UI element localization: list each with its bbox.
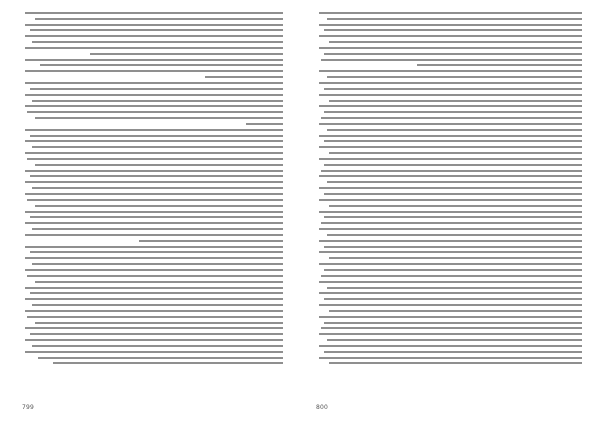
text-line	[329, 41, 582, 43]
text-line	[25, 152, 283, 154]
text-line	[324, 246, 582, 248]
text-line	[319, 82, 582, 84]
text-line	[25, 246, 283, 248]
text-line	[25, 298, 283, 300]
text-line	[324, 53, 582, 55]
text-line	[25, 181, 283, 183]
text-line	[30, 29, 283, 31]
text-line	[324, 164, 582, 166]
text-line	[329, 100, 582, 102]
text-line	[25, 170, 283, 172]
text-line	[27, 111, 283, 113]
text-line	[321, 275, 582, 277]
text-line	[329, 362, 582, 364]
text-line	[30, 135, 283, 137]
right-page-number: 800	[316, 404, 329, 411]
text-line	[324, 140, 582, 142]
text-line	[25, 129, 283, 131]
text-line	[25, 339, 283, 341]
text-line	[319, 304, 582, 306]
text-line	[324, 193, 582, 195]
text-line	[319, 105, 582, 107]
text-line	[319, 199, 582, 201]
text-line	[40, 64, 283, 66]
text-line	[319, 158, 582, 160]
text-line	[319, 24, 582, 26]
text-line	[90, 53, 283, 55]
text-line	[25, 269, 283, 271]
text-line	[38, 357, 283, 359]
text-line	[319, 94, 582, 96]
text-line	[329, 205, 582, 207]
text-line	[319, 263, 582, 265]
text-line	[30, 175, 283, 177]
left-page-text-column	[22, 8, 283, 364]
text-line	[27, 275, 283, 277]
text-line	[139, 240, 283, 242]
text-line	[30, 88, 283, 90]
text-line	[25, 24, 283, 26]
text-line	[32, 41, 283, 43]
text-line	[32, 263, 283, 265]
text-line	[25, 82, 283, 84]
text-line	[319, 292, 582, 294]
right-page	[300, 0, 600, 424]
text-line	[327, 339, 582, 341]
text-line	[321, 117, 582, 119]
text-line	[319, 47, 582, 49]
text-line	[246, 123, 283, 125]
text-line	[324, 298, 582, 300]
text-line	[319, 146, 582, 148]
text-line	[319, 175, 582, 177]
text-line	[25, 351, 283, 353]
text-line	[25, 234, 283, 236]
text-line	[329, 257, 582, 259]
text-line	[32, 146, 283, 148]
text-line	[35, 117, 283, 119]
text-line	[25, 47, 283, 49]
text-line	[319, 12, 582, 14]
text-line	[32, 187, 283, 189]
text-line	[25, 193, 283, 195]
text-line	[324, 322, 582, 324]
text-line	[324, 269, 582, 271]
text-line	[25, 287, 283, 289]
text-line	[327, 129, 582, 131]
text-line	[30, 216, 283, 218]
text-line	[324, 351, 582, 353]
text-line	[319, 35, 582, 37]
text-line	[319, 357, 582, 359]
text-line	[327, 234, 582, 236]
text-line	[327, 76, 582, 78]
text-line	[329, 310, 582, 312]
text-line	[27, 158, 283, 160]
text-line	[27, 316, 283, 318]
text-line	[30, 251, 283, 253]
text-line	[321, 59, 582, 61]
text-line	[27, 199, 283, 201]
text-line	[319, 281, 582, 283]
right-page-text-column	[316, 8, 582, 364]
text-line	[32, 304, 283, 306]
text-line	[30, 292, 283, 294]
text-line	[327, 287, 582, 289]
text-line	[321, 222, 582, 224]
text-line	[319, 251, 582, 253]
text-line	[319, 240, 582, 242]
text-line	[319, 70, 582, 72]
text-line	[25, 327, 283, 329]
text-line	[319, 228, 582, 230]
text-line	[35, 18, 283, 20]
text-line	[324, 111, 582, 113]
left-page-number: 799	[22, 404, 35, 411]
text-line	[32, 345, 283, 347]
text-line	[321, 170, 582, 172]
text-line	[319, 316, 582, 318]
text-line	[25, 12, 283, 14]
text-line	[205, 76, 283, 78]
text-line	[319, 333, 582, 335]
text-line	[25, 59, 283, 61]
text-line	[319, 187, 582, 189]
text-line	[324, 216, 582, 218]
text-line	[329, 152, 582, 154]
text-line	[25, 257, 283, 259]
text-line	[35, 205, 283, 207]
text-line	[32, 228, 283, 230]
text-line	[324, 29, 582, 31]
text-line	[327, 18, 582, 20]
text-line	[321, 327, 582, 329]
text-line	[25, 94, 283, 96]
text-line	[25, 35, 283, 37]
text-line	[25, 70, 283, 72]
text-line	[30, 333, 283, 335]
text-line	[25, 211, 283, 213]
text-line	[417, 64, 582, 66]
text-line	[25, 222, 283, 224]
text-line	[35, 281, 283, 283]
text-line	[25, 310, 283, 312]
text-line	[35, 164, 283, 166]
text-line	[25, 140, 283, 142]
text-line	[319, 123, 582, 125]
text-line	[319, 135, 582, 137]
text-line	[53, 362, 283, 364]
text-line	[324, 88, 582, 90]
text-line	[319, 211, 582, 213]
text-line	[319, 345, 582, 347]
text-line	[25, 105, 283, 107]
text-line	[327, 181, 582, 183]
text-line	[35, 322, 283, 324]
text-line	[32, 100, 283, 102]
